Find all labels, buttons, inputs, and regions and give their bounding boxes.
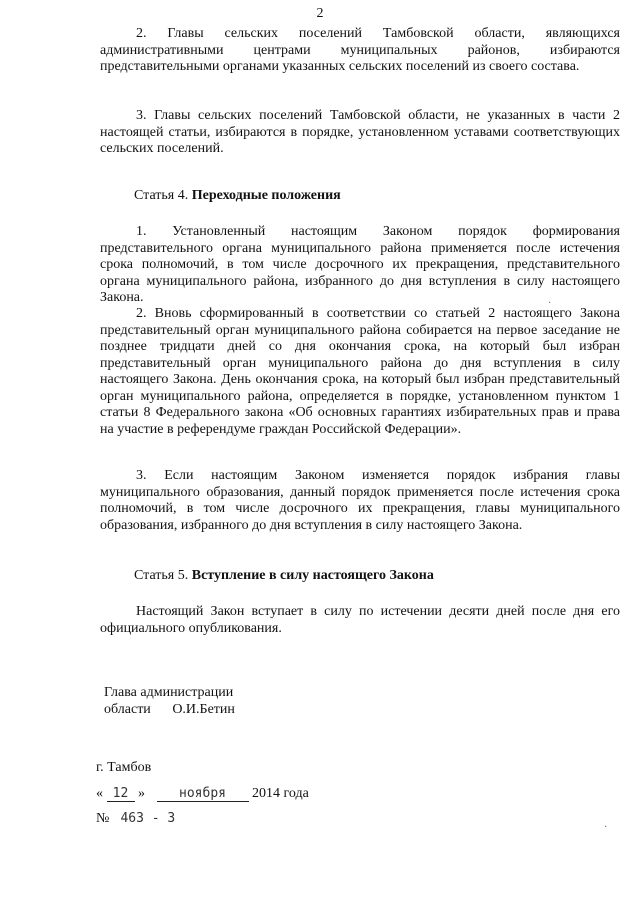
article5-prefix: Статья 5. xyxy=(134,568,189,583)
date-month: ноября xyxy=(157,786,249,802)
date-line xyxy=(96,786,309,802)
scan-mark: · xyxy=(604,822,608,833)
article4-prefix: Статья 4. xyxy=(134,188,189,203)
date-open-quote: « xyxy=(96,786,103,801)
article4-part3: 3. Если настоящим Законом изменяется порядок избрания главы муниципального образования, данный порядок применяется после истечения срока полномочий, в том числе досрочного их прекращения, главы муниципального образования, избранного до дня вступления в силу настоящего Закона. xyxy=(100,468,620,533)
article5-text: Настоящий Закон вступает в силу по истечении десяти дней после дня его официального опубликования. xyxy=(100,604,620,636)
article5-heading xyxy=(134,568,434,584)
article4-title: Переходные положения xyxy=(191,188,341,203)
article4-part1: 1. Установленный настоящим Законом порядок формирования представительного органа муниципального района применяется после истечения срока полномочий, в том числе досрочного их прекращения, представительного органа муниципального района, избранного до дня вступления в силу настоящего Закона. xyxy=(100,224,620,305)
signature-position: Глава администрации xyxy=(104,685,234,700)
date-close-quote: » xyxy=(138,786,145,801)
page-number: 2 xyxy=(316,6,324,21)
signature-name: О.И.Бетин xyxy=(172,702,235,717)
number-value: 463 - 3 xyxy=(120,811,176,826)
signature-block xyxy=(104,684,235,718)
document-number xyxy=(96,811,183,827)
article3-part3: 3. Главы сельских поселений Тамбовской области, не указанных в части 2 настоящей статьи, избираются в порядке, установленном уставами соответствующих сельских поселений. xyxy=(100,108,620,156)
signature-region: области xyxy=(104,702,151,717)
date-year: 2014 года xyxy=(252,786,309,801)
article5-title: Вступление в силу настоящего Закона xyxy=(191,568,434,583)
article4-part2: 2. Вновь сформированный в соответствии со статьей 2 настоящего Закона представительный орган муниципального района собирается на первое заседание не позднее тридцати дней со дня окончания срока, на который был избран представительный орган муниципального района до дня вступления в силу настоящего Закона. День окончания срока, на который был избран представительный орган муниципального района, определяется в порядке, установленном пунктом 1 статьи 8 Федерального закона «Об основных гарантиях избирательных прав и права на участие в референдуме граждан Российской Федерации». xyxy=(100,306,620,437)
city: г. Тамбов xyxy=(96,760,152,775)
number-prefix: № xyxy=(96,811,110,826)
article4-heading xyxy=(134,188,341,204)
scan-mark: · xyxy=(548,298,552,309)
signature-row xyxy=(104,701,235,718)
date-day: 12 xyxy=(107,786,135,802)
article3-part2: 2. Главы сельских поселений Тамбовской области, являющихся административными центрами муниципальных районов, избираются представительными органами указанных сельских поселений из своего состава. xyxy=(100,26,620,74)
